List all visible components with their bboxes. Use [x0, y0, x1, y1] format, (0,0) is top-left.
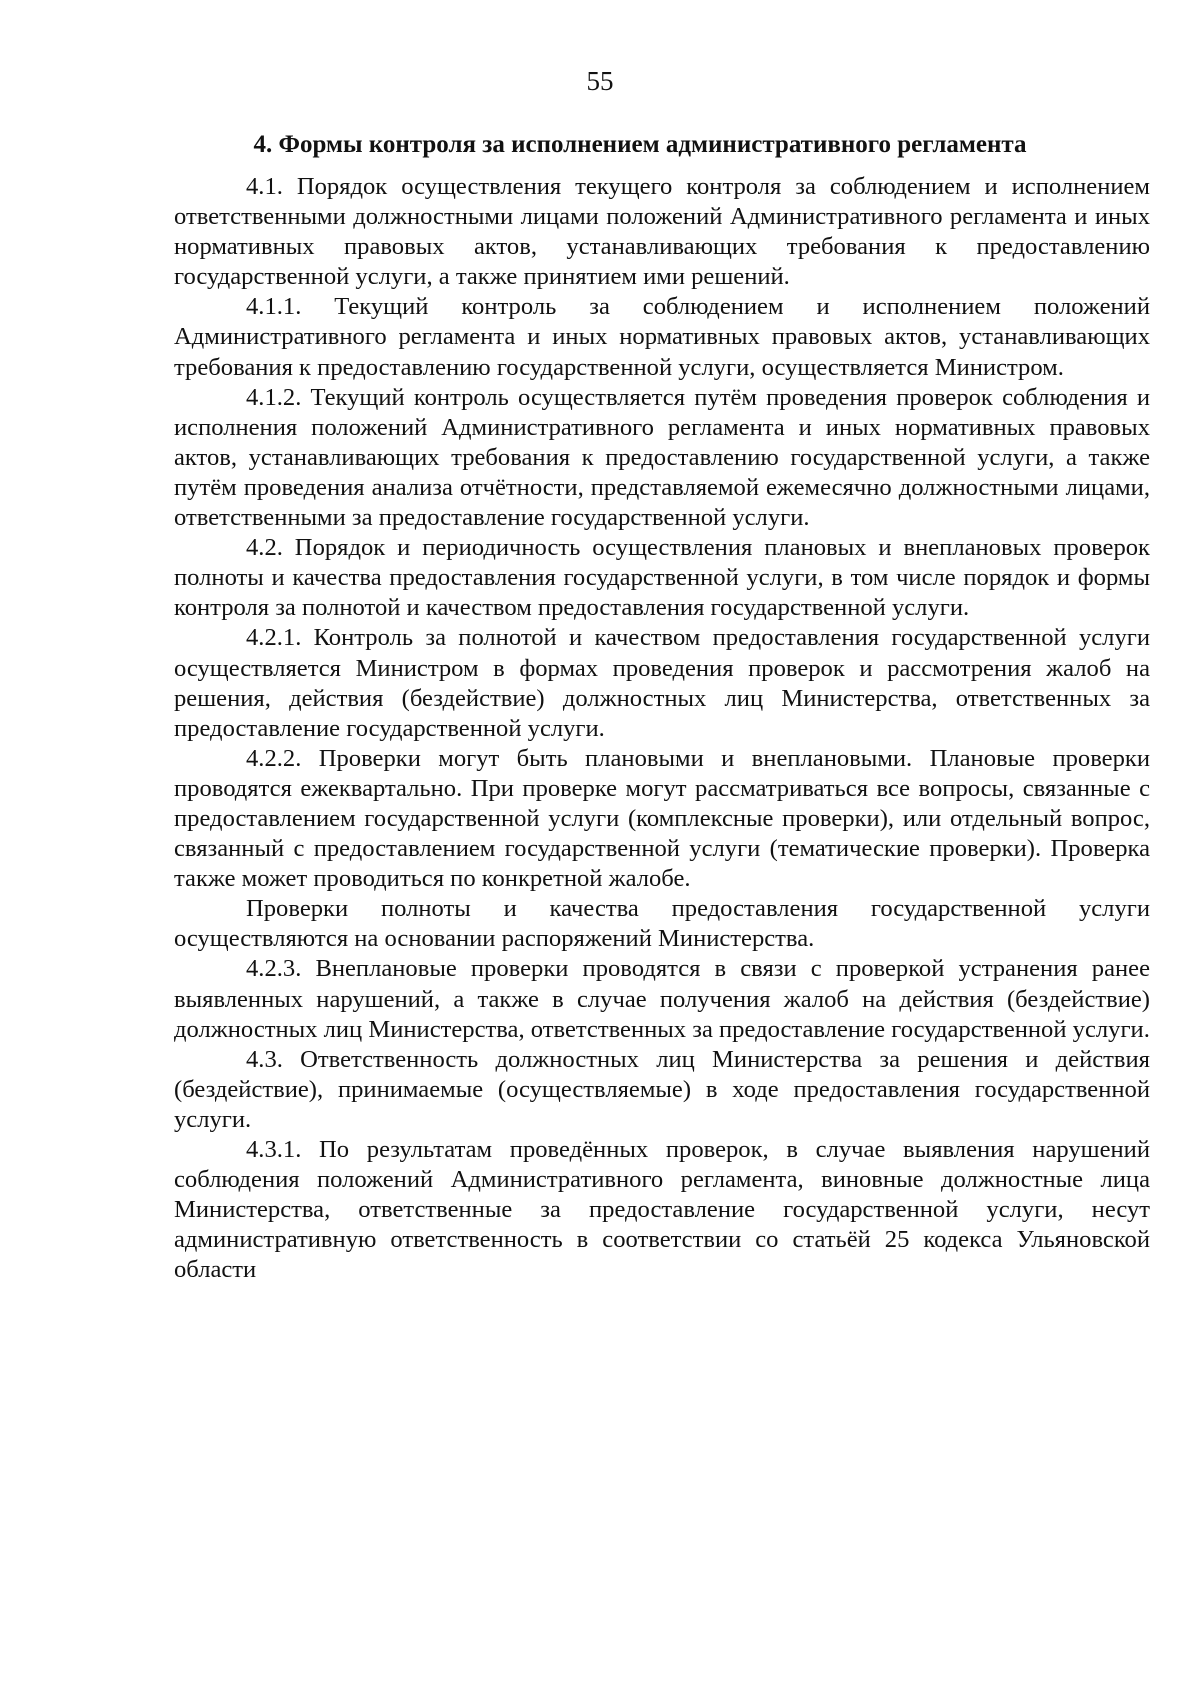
paragraph-4-3: 4.3. Ответственность должностных лиц Министерства за решения и действия (бездействие), принимаемые (осуществляемые) в ходе предоставления государственной услуги.: [174, 1045, 1150, 1133]
paragraph-4-1: 4.1. Порядок осуществления текущего контроля за соблюдением и исполнением ответственными должностными лицами положений Административного регламента и иных нормативных правовых актов, устанавливающих требования к предоставлению государственной услуги, а также принятием ими решений.: [174, 173, 1150, 291]
paragraph-inspections-basis: Проверки полноты и качества предоставления государственной услуги осуществляются на основании распоряжений Министерства.: [174, 895, 1150, 953]
paragraph-4-1-1: 4.1.1. Текущий контроль за соблюдением и исполнением положений Административного регламента и иных нормативных правовых актов, устанавливающих требования к предоставлению государственной услуги, осуществляется Министром.: [174, 293, 1150, 381]
section-heading: 4. Формы контроля за исполнением административного регламента: [253, 131, 1027, 158]
document-body: [174, 172, 1150, 1285]
paragraph-4-2: 4.2. Порядок и периодичность осуществления плановых и внеплановых проверок полноты и качества предоставления государственной услуги, в том числе порядок и формы контроля за полнотой и качеством предоставления государственной услуги.: [174, 534, 1150, 622]
paragraph-4-2-2: 4.2.2. Проверки могут быть плановыми и внеплановыми. Плановые проверки проводятся ежеквартально. При проверке могут рассматриваться все вопросы, связанные с предоставлением государственной услуги (комплексные проверки), или отдельный вопрос, связанный с предоставлением государственной услуги (тематические проверки). Проверка также может проводиться по конкретной жалобе.: [174, 744, 1150, 893]
page-number: 55: [586, 66, 614, 96]
paragraph-4-3-1: 4.3.1. По результатам проведённых проверок, в случае выявления нарушений соблюдения положений Административного регламента, виновные должностные лица Министерства, ответственные за предоставление государственной услуги, несут административную ответственность в соответствии со статьёй 25 кодекса Ульяновской области: [174, 1136, 1150, 1284]
paragraph-4-2-3: 4.2.3. Внеплановые проверки проводятся в связи с проверкой устранения ранее выявленных нарушений, а также в случае получения жалоб на действия (бездействие) должностных лиц Министерства, ответственных за предоставление государственной услуги.: [174, 955, 1150, 1043]
paragraph-4-1-2: 4.1.2. Текущий контроль осуществляется путём проведения проверок соблюдения и исполнения положений Административного регламента и иных нормативных правовых актов, устанавливающих требования к предоставлению государственной услуги, а также путём проведения анализа отчётности, представляемой ежемесячно должностными лицами, ответственными за предоставление государственной услуги.: [174, 383, 1150, 532]
paragraph-4-2-1: 4.2.1. Контроль за полнотой и качеством предоставления государственной услуги осуществляется Министром в формах проведения проверок и рассмотрения жалоб на решения, действия (бездействие) должностных лиц Министерства, ответственных за предоставление государственной услуги.: [174, 624, 1150, 742]
